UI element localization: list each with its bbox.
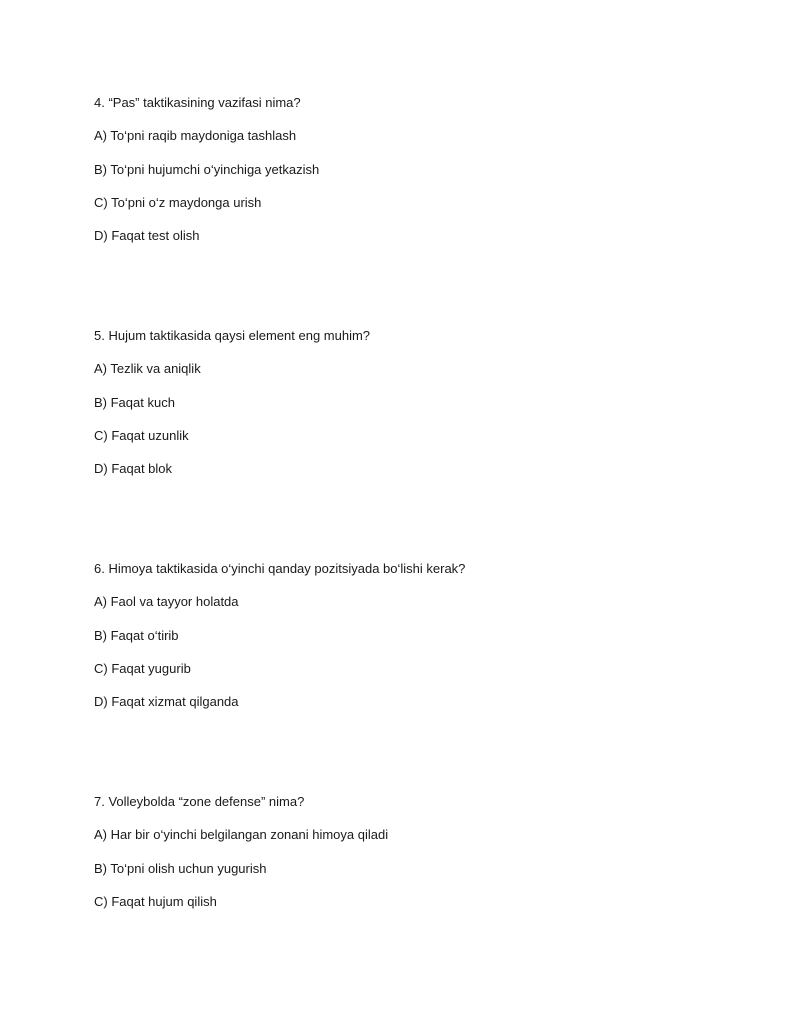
answer-option-d: D) Faqat xizmat qilganda <box>94 694 239 710</box>
answer-option-a: A) To‘pni raqib maydoniga tashlash <box>94 128 297 144</box>
question-text: 5. Hujum taktikasida qaysi element eng muhim? <box>94 328 371 343</box>
question-4 <box>94 95 734 261</box>
answer-option-b: B) To‘pni olish uchun yugurish <box>94 860 267 876</box>
question-text: 6. Himoya taktikasida o‘yinchi qanday pozitsiyada bo‘lishi kerak? <box>94 561 466 576</box>
question-7 <box>94 794 734 927</box>
answer-option-d: D) Faqat test olish <box>94 228 200 244</box>
answer-option-c: C) Faqat hujum qilish <box>94 893 217 909</box>
answer-option-d: D) Faqat blok <box>94 461 173 477</box>
question-5 <box>94 328 734 494</box>
question-6 <box>94 561 734 727</box>
answer-option-c: C) Faqat uzunlik <box>94 427 189 443</box>
answer-option-c: C) To‘pni o‘z maydonga urish <box>94 194 262 210</box>
question-text: 4. “Pas” taktikasining vazifasi nima? <box>94 95 301 110</box>
answer-option-a: A) Tezlik va aniqlik <box>94 361 201 377</box>
answer-option-a: A) Har bir o‘yinchi belgilangan zonani himoya qiladi <box>94 827 389 843</box>
answer-option-b: B) To‘pni hujumchi o‘yinchiga yetkazish <box>94 161 320 177</box>
answer-option-c: C) Faqat yugurib <box>94 660 191 676</box>
answer-option-b: B) Faqat kuch <box>94 394 175 410</box>
question-text: 7. Volleybolda “zone defense” nima? <box>94 794 305 809</box>
answer-option-b: B) Faqat o‘tirib <box>94 627 179 643</box>
answer-option-a: A) Faol va tayyor holatda <box>94 594 239 610</box>
